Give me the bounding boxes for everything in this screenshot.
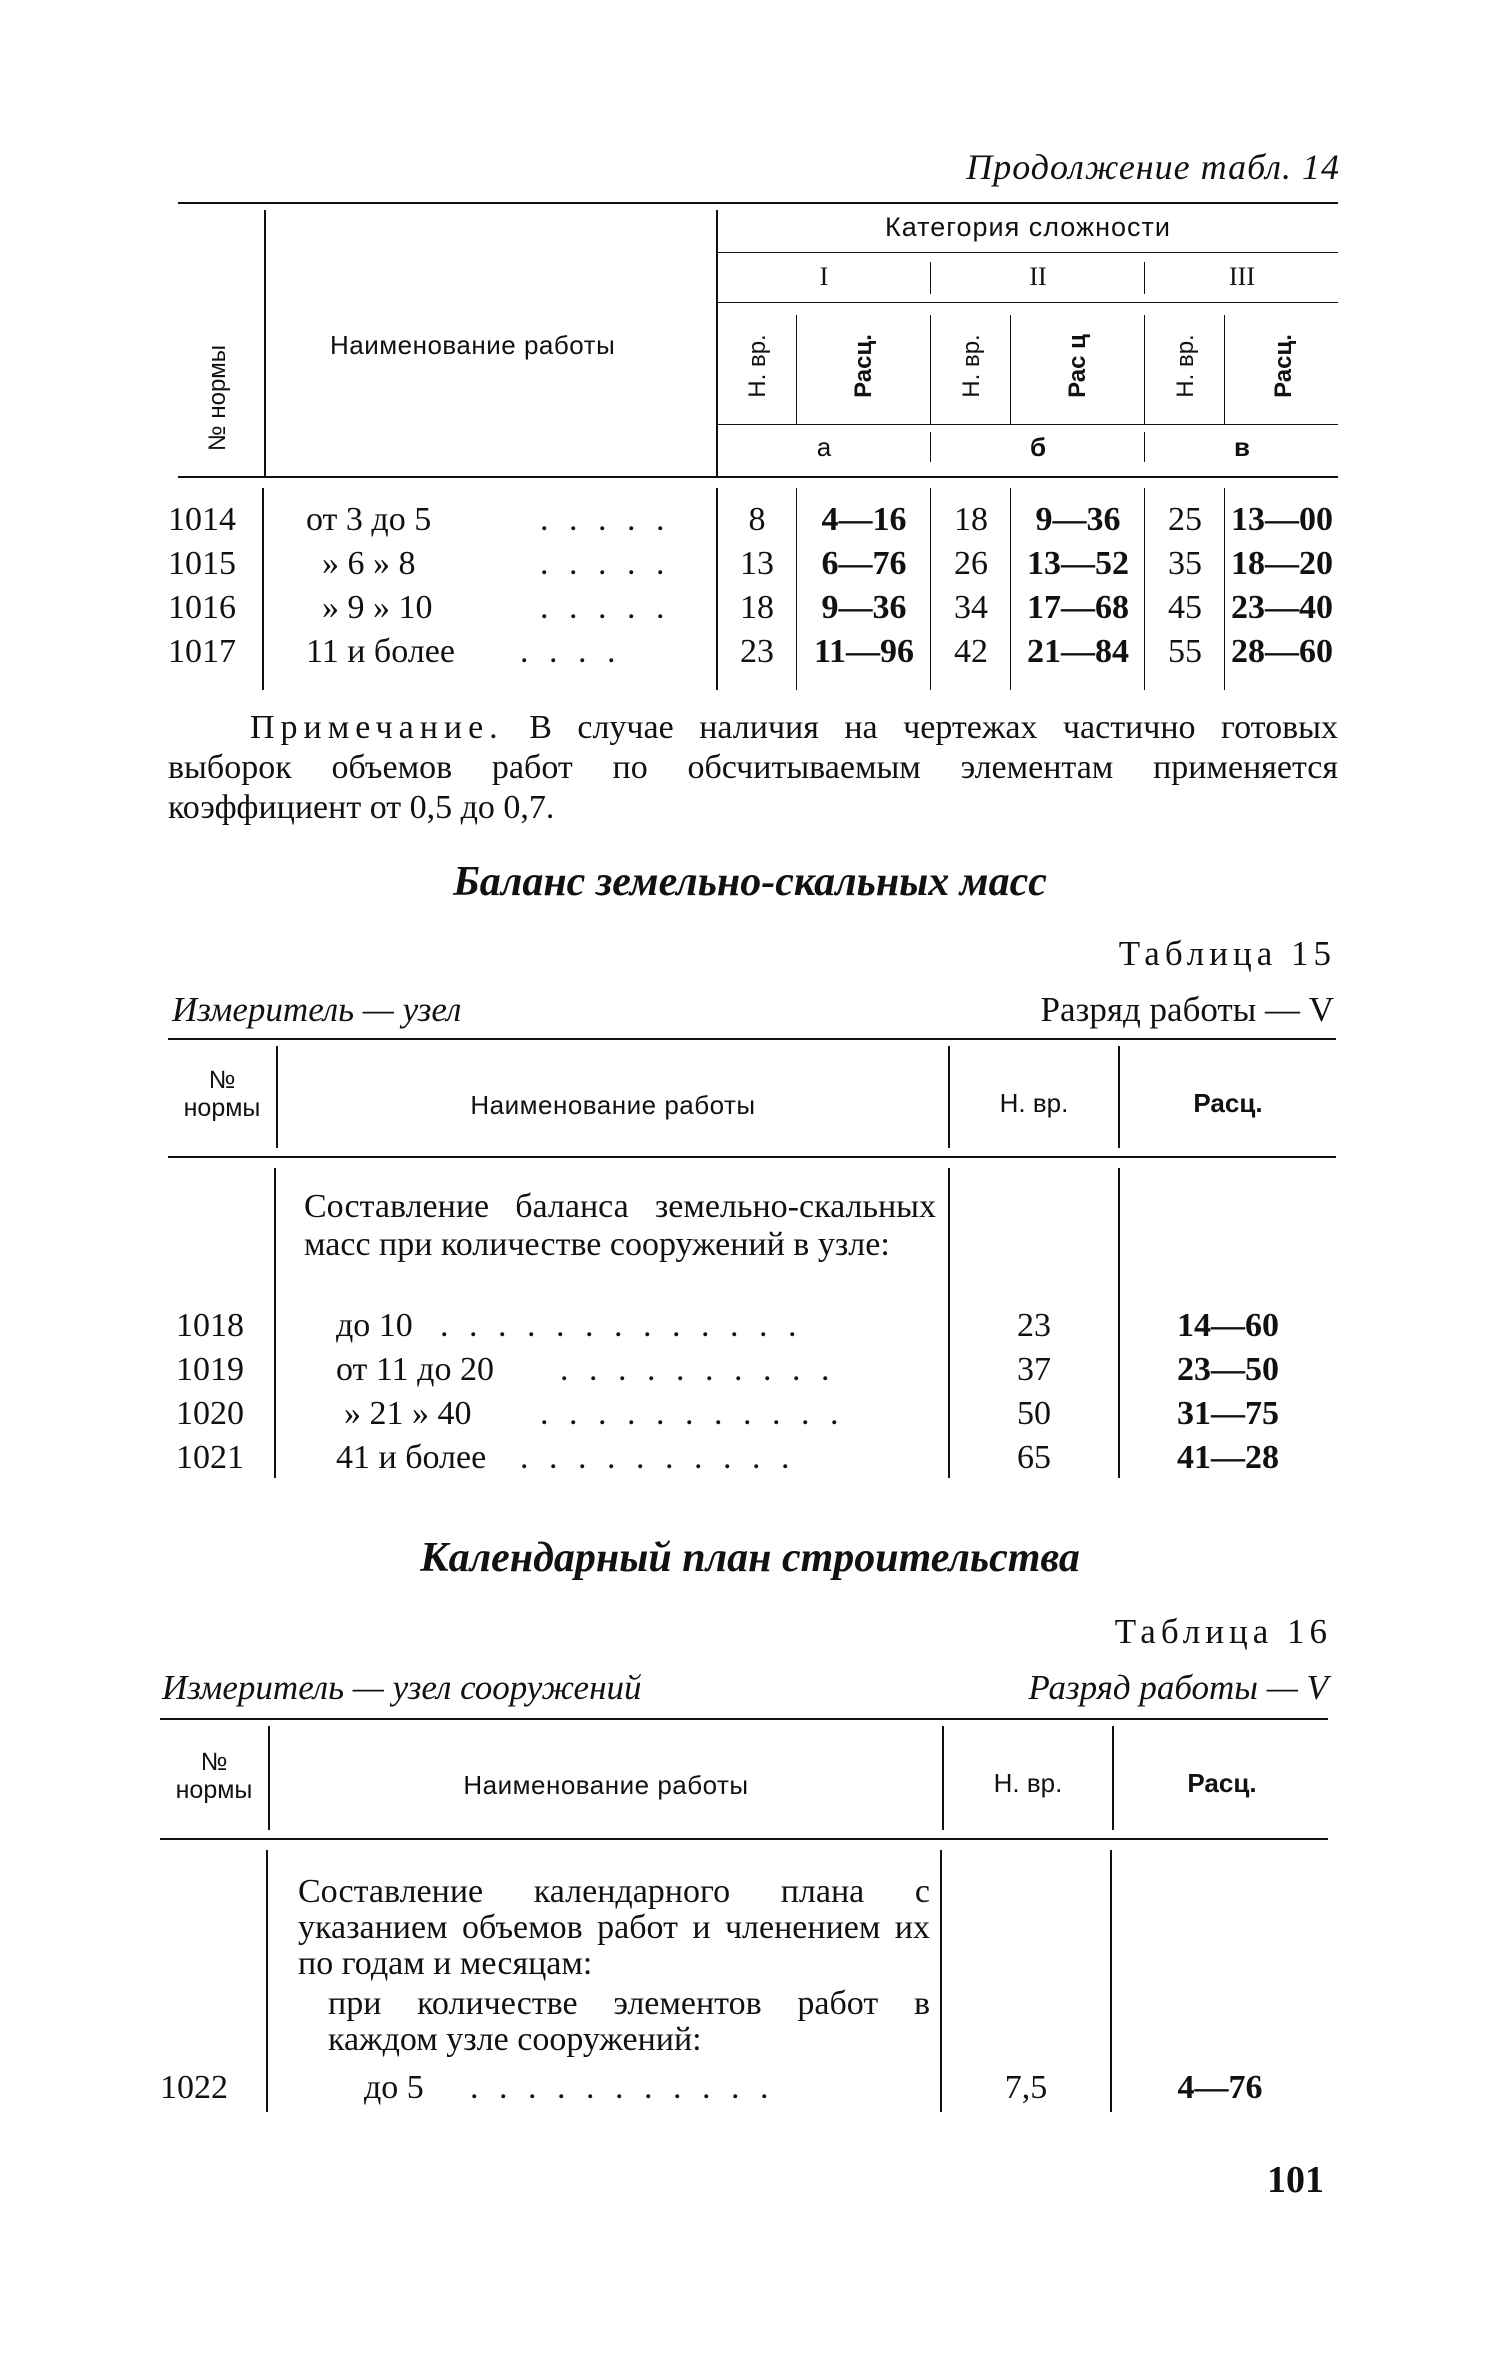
grade-15: Разряд работы — V bbox=[1040, 990, 1334, 1029]
t14-row-value: 9—36 bbox=[821, 589, 907, 626]
t15-row-dots: . . . . . . . . . . bbox=[560, 1351, 836, 1388]
t16-col-norm-1: № bbox=[200, 1748, 228, 1776]
t16-row-time: 7,5 bbox=[1004, 2069, 1048, 2106]
t16-intro: Составление календарного плана с указанием объемов работ и членением их по годам и месяцам: bbox=[298, 1873, 930, 1982]
note-label: Примечание. bbox=[250, 709, 504, 746]
t16-row-rate: 4—76 bbox=[1177, 2069, 1263, 2106]
t14-row-no: 1017 bbox=[168, 633, 236, 670]
t14-row-dots: . . . . bbox=[520, 633, 622, 670]
t14-row-no: 1014 bbox=[168, 501, 236, 538]
t14-row-dots: . . . . . bbox=[540, 589, 671, 626]
t15-row-dots: . . . . . . . . . . . . . bbox=[440, 1307, 803, 1344]
table-16-label: Таблица 16 bbox=[1114, 1612, 1332, 1651]
t15-row-name: от 11 до 20 bbox=[336, 1351, 494, 1388]
t14-row-value: 18 bbox=[740, 589, 774, 626]
t14-row-value: 11—96 bbox=[813, 633, 915, 670]
t16-col-norm-2: нормы bbox=[175, 1776, 253, 1804]
t14-row-value: 17—68 bbox=[1027, 589, 1129, 626]
t14-sub-3: Н. вр. bbox=[958, 334, 985, 398]
continuation-label: Продолжение табл. 14 bbox=[966, 147, 1340, 187]
t16-col-name: Наименование работы bbox=[463, 1770, 749, 1800]
t14-row-dots: . . . . . bbox=[540, 545, 671, 582]
t14-row-value: 55 bbox=[1168, 633, 1202, 670]
t14-row-dots: . . . . . bbox=[540, 501, 671, 538]
t14-sub-4: Рас ц bbox=[1064, 334, 1091, 398]
t16-intro2: при количестве элементов работ в каждом узле сооружений: bbox=[328, 1985, 930, 2058]
t14-cat-2: II bbox=[1029, 262, 1047, 291]
t16-col-time: Н. вр. bbox=[993, 1768, 1063, 1798]
t14-letter-b: б bbox=[1029, 432, 1047, 462]
note-text: В случае наличия на чертежах частично готовых выборок объемов работ по обсчитываемым элементам применяется коэффициент от 0,5 до 0,7. bbox=[168, 709, 1338, 826]
t14-row-value: 4—16 bbox=[821, 501, 907, 538]
t14-row-name: 11 и более bbox=[306, 633, 455, 670]
t14-row-value: 45 bbox=[1168, 589, 1202, 626]
t14-sub-5: Н. вр. bbox=[1172, 334, 1199, 398]
t14-row-value: 35 bbox=[1168, 545, 1202, 582]
t14-letter-v: в bbox=[1234, 432, 1250, 462]
t15-row-rate: 14—60 bbox=[1177, 1307, 1279, 1344]
t15-row-no: 1019 bbox=[176, 1351, 244, 1388]
table-15-label: Таблица 15 bbox=[1118, 934, 1336, 973]
t14-cat-1: I bbox=[819, 262, 829, 291]
t15-row-name: до 10 bbox=[336, 1307, 413, 1344]
t16-row-dots: . . . . . . . . . . . bbox=[470, 2069, 775, 2106]
t15-row-time: 65 bbox=[1017, 1439, 1051, 1476]
t14-cat-3: III bbox=[1229, 262, 1255, 291]
measure-16: Измеритель — узел сооружений bbox=[162, 1668, 642, 1707]
t14-row-value: 26 bbox=[954, 545, 988, 582]
t14-col-norm: № нормы bbox=[204, 344, 231, 452]
t14-row-value: 42 bbox=[954, 633, 988, 670]
t15-col-time: Н. вр. bbox=[999, 1088, 1069, 1118]
t14-row-value: 34 bbox=[954, 589, 988, 626]
t14-sub-1: Н. вр. bbox=[744, 334, 771, 398]
t14-sub-6: Расц. bbox=[1270, 334, 1297, 398]
t15-col-rate: Расц. bbox=[1193, 1088, 1263, 1118]
t15-row-time: 23 bbox=[1017, 1307, 1051, 1344]
t14-row-value: 23 bbox=[740, 633, 774, 670]
t14-row-value: 28—60 bbox=[1231, 633, 1333, 670]
section-title-16: Календарный план строительства bbox=[420, 1535, 1080, 1581]
t14-col-name: Наименование работы bbox=[330, 330, 616, 360]
t14-row-value: 13 bbox=[740, 545, 774, 582]
t14-row-value: 18 bbox=[954, 501, 988, 538]
t15-col-name: Наименование работы bbox=[470, 1090, 756, 1120]
t14-row-value: 25 bbox=[1168, 501, 1202, 538]
t14-row-value: 8 bbox=[748, 501, 766, 538]
t14-row-value: 13—52 bbox=[1027, 545, 1129, 582]
t15-row-time: 37 bbox=[1017, 1351, 1051, 1388]
t15-col-norm bbox=[168, 1066, 276, 1122]
measure-15: Измеритель — узел bbox=[172, 990, 462, 1029]
t14-row-value: 18—20 bbox=[1231, 545, 1333, 582]
t15-col-norm-2: нормы bbox=[183, 1094, 261, 1122]
t14-row-value: 23—40 bbox=[1231, 589, 1333, 626]
t14-row-value: 21—84 bbox=[1027, 633, 1129, 670]
section-title-15: Баланс земельно-скальных масс bbox=[453, 859, 1047, 905]
grade-16: Разряд работы — V bbox=[1028, 1668, 1328, 1707]
t15-row-no: 1021 bbox=[176, 1439, 244, 1476]
t14-row-no: 1015 bbox=[168, 545, 236, 582]
t16-row-name: до 5 bbox=[364, 2069, 424, 2106]
t14-row-no: 1016 bbox=[168, 589, 236, 626]
t14-row-value: 9—36 bbox=[1035, 501, 1121, 538]
t15-row-rate: 41—28 bbox=[1177, 1439, 1279, 1476]
t14-row-name: » 6 » 8 bbox=[322, 545, 416, 582]
t15-intro: Составление баланса земельно-скальных масс при количестве сооружений в узле: bbox=[304, 1188, 936, 1263]
note-paragraph bbox=[168, 708, 1338, 828]
t14-category: Категория сложности bbox=[885, 212, 1171, 242]
t14-row-value: 13—00 bbox=[1231, 501, 1333, 538]
t15-row-name: » 21 » 40 bbox=[344, 1395, 472, 1432]
t15-row-dots: . . . . . . . . . . . bbox=[540, 1395, 845, 1432]
t14-sub-2: Расц. bbox=[850, 334, 877, 398]
page-number: 101 bbox=[1267, 2159, 1324, 2201]
t15-row-dots: . . . . . . . . . . bbox=[520, 1439, 796, 1476]
t16-row-no: 1022 bbox=[160, 2069, 228, 2106]
t15-row-rate: 31—75 bbox=[1177, 1395, 1279, 1432]
t15-row-no: 1020 bbox=[176, 1395, 244, 1432]
t14-letter-a: а bbox=[816, 432, 832, 462]
t14-row-value: 6—76 bbox=[821, 545, 907, 582]
t15-row-name: 41 и более bbox=[336, 1439, 487, 1476]
t15-row-time: 50 bbox=[1017, 1395, 1051, 1432]
t15-row-rate: 23—50 bbox=[1177, 1351, 1279, 1388]
t15-row-no: 1018 bbox=[176, 1307, 244, 1344]
t16-col-norm bbox=[160, 1748, 268, 1804]
t14-row-name: от 3 до 5 bbox=[306, 501, 432, 538]
t16-col-rate: Расц. bbox=[1187, 1768, 1257, 1798]
t15-col-norm-1: № bbox=[208, 1066, 236, 1094]
t14-row-name: » 9 » 10 bbox=[322, 589, 433, 626]
